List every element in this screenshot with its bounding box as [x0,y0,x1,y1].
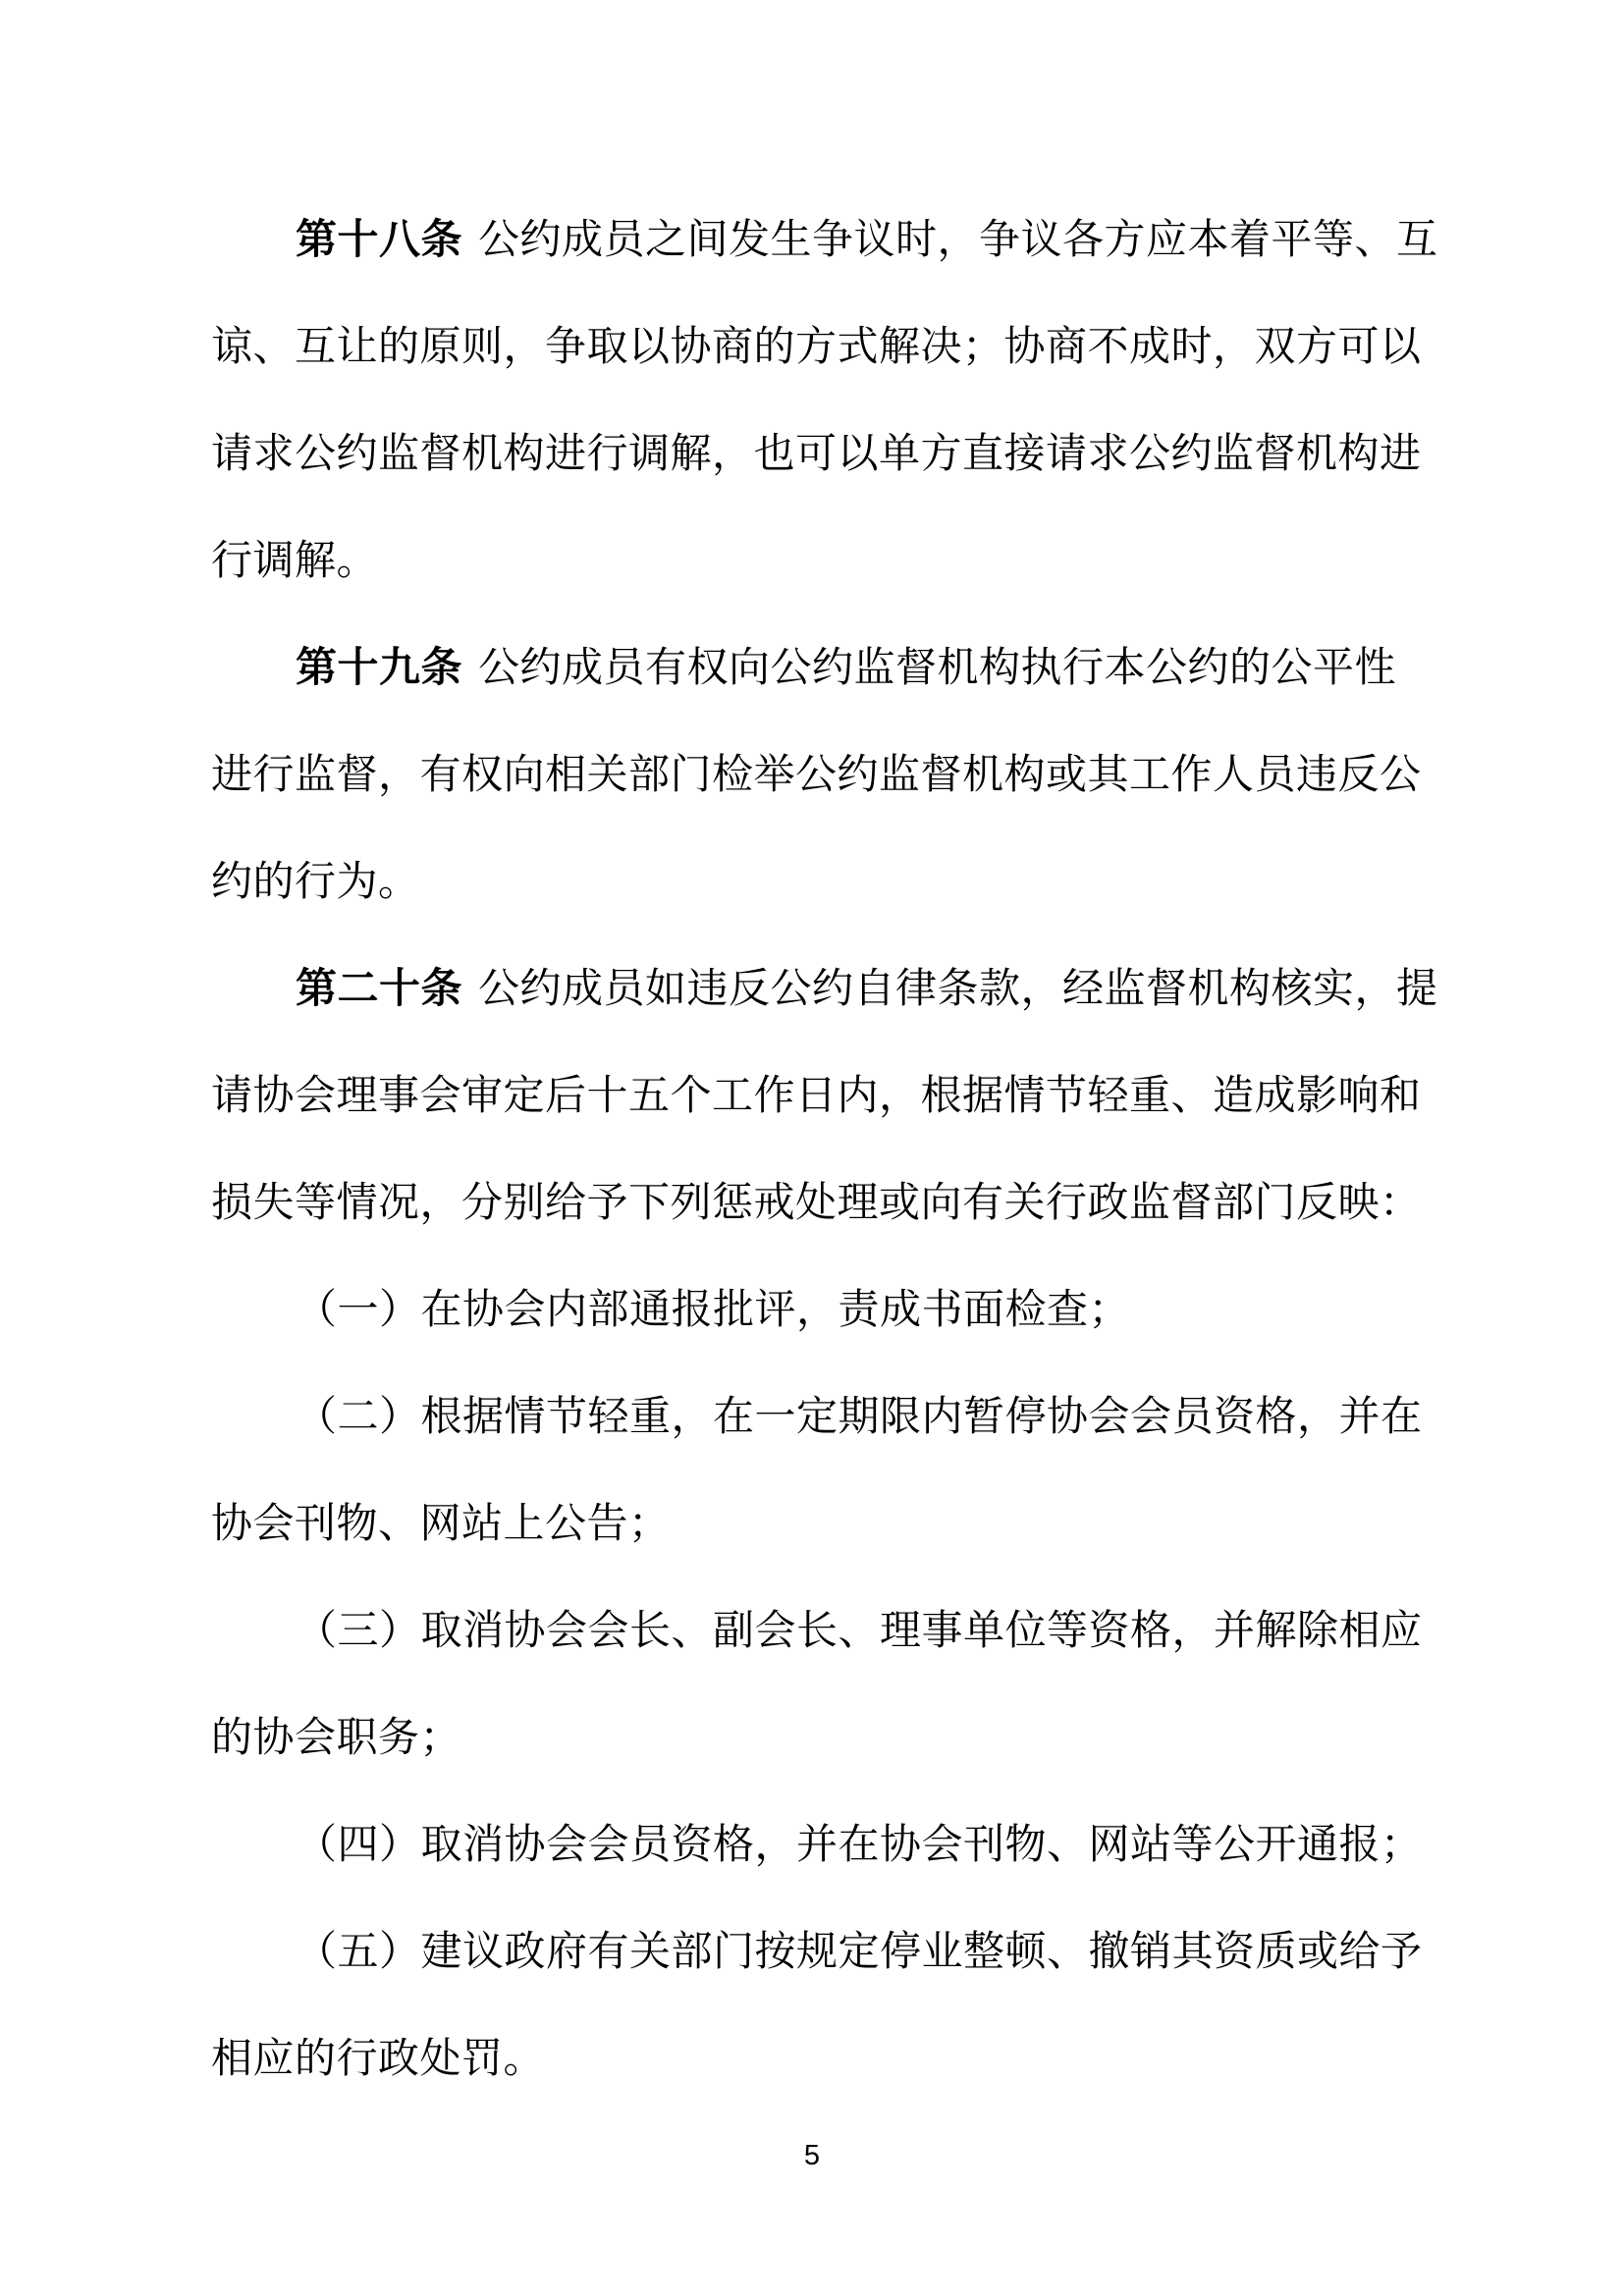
line-text: 公约成员之间发生争议时，争议各方应本着平等、互 [478,215,1438,262]
line-text: 请协会理事会审定后十五个工作日内，根据情节轻重、造成影响和 [211,1071,1422,1118]
line-text: 损失等情况，分别给予下列惩戒处理或向有关行政监督部门反映： [211,1178,1422,1225]
line-text: （四）取消协会会员资格，并在协会刊物、网站等公开通报； [296,1820,1423,1867]
line-text: 约的行为。 [211,857,420,904]
line-text: （五）建议政府有关部门按规定停业整顿、撤销其资质或给予 [296,1927,1423,1974]
article-heading: 第十九条 [296,643,463,690]
article-heading: 第二十条 [296,964,463,1011]
line-text: 进行监督，有权向相关部门检举公约监督机构或其工作人员违反公 [211,750,1422,797]
text-line [211,1895,1423,2002]
text-line [211,504,1419,611]
line-text: （三）取消协会会长、副会长、理事单位等资格，并解除相应 [296,1606,1423,1653]
text-line [211,1467,1419,1574]
line-text: 协会刊物、网站上公告； [211,1499,671,1546]
line-text: （二）根据情节轻重，在一定期限内暂停协会会员资格，并在 [296,1392,1423,1439]
text-line [211,1574,1423,1681]
line-text: 公约成员有权向公约监督机构执行本公约的公平性 [478,643,1397,690]
line-text: 的协会职务； [211,1713,462,1760]
text-line [211,1788,1423,1895]
line-text: 相应的行政处罚。 [211,2034,546,2081]
line-text: 公约成员如违反公约自律条款，经监督机构核实，提 [478,964,1438,1011]
article-heading: 第十八条 [296,215,463,262]
text-line [211,825,1419,932]
line-text: 行调解。 [211,536,379,583]
text-line [211,1039,1422,1146]
text-line [211,1253,1419,1360]
line-text: 请求公约监督机构进行调解，也可以单方直接请求公约监督机构进 [211,429,1422,476]
document-body [211,183,1438,2109]
text-line [211,290,1422,397]
text-line [211,611,1419,718]
text-line [211,1681,1419,1788]
text-line [211,2002,1419,2109]
text-line [211,397,1422,504]
line-text: （一）在协会内部通报批评，责成书面检查； [296,1285,1131,1332]
text-line [211,932,1438,1039]
text-line [211,183,1438,290]
page-number: 5 [803,2140,821,2171]
line-text: 谅、互让的原则，争取以协商的方式解决；协商不成时，双方可以 [211,322,1422,369]
text-line [211,1146,1422,1253]
text-line [211,718,1422,825]
text-line [211,1360,1423,1467]
